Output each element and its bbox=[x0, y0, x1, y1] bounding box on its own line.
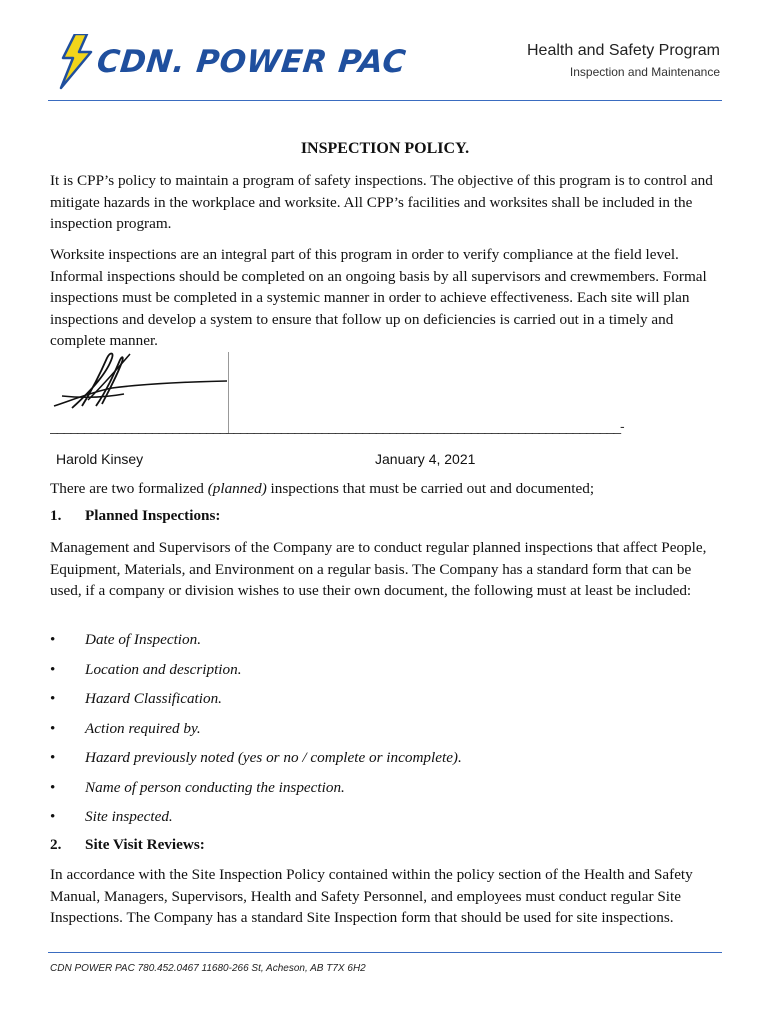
list-item: • Location and description. bbox=[50, 660, 242, 678]
intro-paragraph-2: Worksite inspections are an integral part of this program in order to verify compliance at the field level. Informal inspections should be completed on an ongoing basis by all supervisors and crewmembers. Formal inspections must be completed in a systemic manner in order to achieve effectiveness. Each site will plan inspections and develop a system to ensure that follow up on deficiencies is carried out in a timely and complete manner. bbox=[50, 246, 707, 349]
header-program-info bbox=[527, 42, 720, 79]
program-subtitle: Inspection and Maintenance bbox=[569, 65, 720, 79]
section-2-title: Site Visit Reviews: bbox=[85, 836, 205, 853]
section-1-heading bbox=[50, 507, 220, 525]
bullet-icon: • bbox=[50, 690, 56, 707]
section-1-title: Planned Inspections: bbox=[85, 507, 221, 524]
signatory-name: Harold Kinsey bbox=[56, 451, 144, 467]
section-2-paragraph: In accordance with the Site Inspection Policy contained within the policy section of the Health and Safety Manual, Managers, Supervisors, Health and Safety Personnel, and employees must conduct regular Site Inspections. The Company has a standard Site Inspection form that should be used for site inspections. bbox=[50, 866, 693, 926]
header-divider bbox=[48, 100, 722, 101]
bullet-icon: • bbox=[50, 631, 56, 648]
inspection-requirements-list bbox=[50, 629, 462, 836]
sentence-start: There are two formalized bbox=[50, 480, 208, 497]
list-item: • Action required by. bbox=[50, 719, 201, 737]
bullet-icon: • bbox=[50, 749, 56, 766]
bullet-icon: • bbox=[50, 719, 56, 737]
bullet-icon: • bbox=[50, 660, 56, 678]
list-item: • Date of Inspection. bbox=[50, 631, 201, 648]
section-1-paragraph: Management and Supervisors of the Company are to conduct regular planned inspections that affect People, Equipment, Materials, and Environment on a regular basis. The Company has a standard form that can be used, if a company or division wishes to use their own document, the following must at least be included: bbox=[50, 539, 707, 599]
signature-date: January 4, 2021 bbox=[375, 451, 476, 467]
program-title: Health and Safety Program bbox=[527, 42, 720, 59]
handwritten-signature bbox=[52, 348, 232, 418]
section-2-number: 2. bbox=[50, 836, 62, 853]
sentence-end: inspections that must be carried out and documented; bbox=[266, 480, 595, 497]
document-title: INSPECTION POLICY. bbox=[300, 140, 470, 157]
list-item: • Site inspected. bbox=[50, 808, 173, 825]
bullet-icon: • bbox=[50, 778, 56, 796]
sentence-emphasis: (planned) bbox=[207, 480, 267, 497]
lightning-bolt-icon bbox=[57, 34, 97, 90]
signature-line: ____________________________________________________________________________________- bbox=[50, 418, 624, 434]
bullet-icon: • bbox=[50, 808, 56, 825]
footer-divider bbox=[48, 952, 722, 953]
section-2-heading bbox=[50, 836, 205, 854]
section-1-number: 1. bbox=[50, 507, 62, 524]
list-item: • Hazard previously noted (yes or no / complete or incomplete). bbox=[50, 749, 462, 766]
intro-paragraph-1: It is CPP’s policy to maintain a program of safety inspections. The objective of this program is to control and mitigate hazards in the workplace and worksite. All CPP’s facilities and worksites shall be included in the inspection program. bbox=[50, 172, 713, 232]
list-item: • Name of person conducting the inspection. bbox=[50, 778, 345, 796]
list-item: • Hazard Classification. bbox=[50, 690, 222, 707]
company-logo bbox=[57, 34, 408, 94]
footer-contact: CDN POWER PAC 780.452.0467 11680-266 St, Acheson, AB T7X 6H2 bbox=[50, 963, 366, 974]
logo-text: CDN. POWER PAC bbox=[95, 44, 408, 80]
formalized-inspections-sentence bbox=[50, 478, 725, 500]
